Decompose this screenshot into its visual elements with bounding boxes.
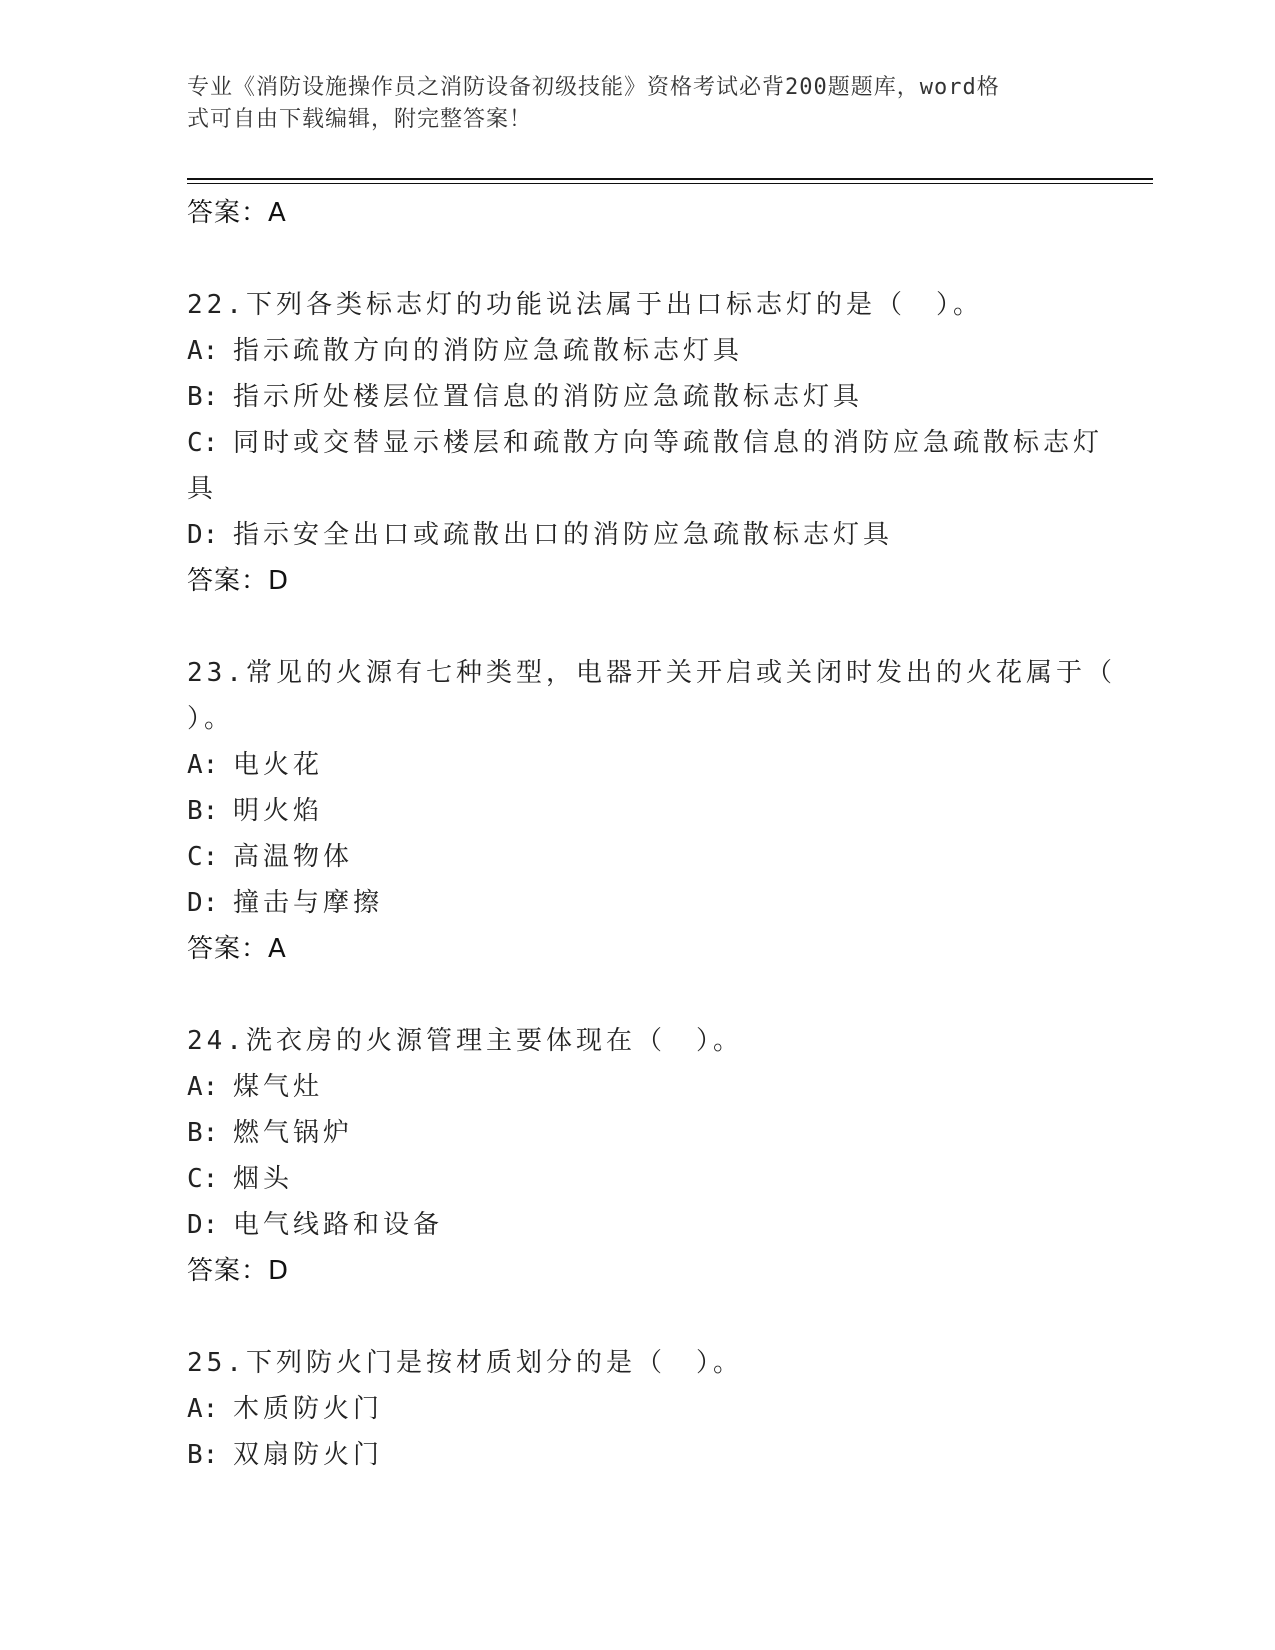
option-label: A: [187, 336, 219, 366]
question-stem-continued: ）。 [187, 704, 235, 734]
header-line-1: 专业《消防设施操作员之消防设备初级技能》资格考试必背200题题库，word格 [187, 75, 1000, 100]
answer: 答案：A [187, 934, 287, 964]
question-25 [187, 1340, 1087, 1478]
question-stem: 22.下列各类标志灯的功能说法属于出口标志灯的是（ ）。 [187, 290, 983, 320]
option-text: 电气线路和设备 [233, 1210, 444, 1240]
option-a [187, 1386, 1087, 1432]
option-d [187, 880, 1087, 926]
option-c-continued: 具 [187, 474, 218, 504]
option-c [187, 1156, 1087, 1202]
option-label: B: [187, 382, 219, 412]
option-label: D: [187, 520, 219, 550]
option-a [187, 1064, 1087, 1110]
option-text: 指示所处楼层位置信息的消防应急疏散标志灯具 [233, 382, 864, 412]
option-a [187, 328, 1087, 374]
option-b [187, 1110, 1087, 1156]
option-text: 同时或交替显示楼层和疏散方向等疏散信息的消防应急疏散标志灯 [233, 428, 1104, 458]
option-text: 高温物体 [233, 842, 354, 872]
option-d [187, 1202, 1087, 1248]
header-divider-thick [187, 178, 1153, 180]
option-text: 烟头 [233, 1164, 294, 1194]
option-label: B: [187, 796, 219, 826]
option-label: B: [187, 1440, 219, 1470]
option-b [187, 788, 1087, 834]
option-label: D: [187, 1210, 219, 1240]
option-d [187, 512, 1087, 558]
header-line-2: 式可自由下载编辑，附完整答案！ [187, 107, 533, 132]
option-label: C: [187, 428, 219, 458]
previous-answer: 答案：A [187, 198, 287, 228]
option-text: 木质防火门 [233, 1394, 384, 1424]
question-24 [187, 1018, 1087, 1294]
option-label: C: [187, 842, 219, 872]
option-text: 明火焰 [233, 796, 324, 826]
question-23 [187, 650, 1116, 972]
option-text: 撞击与摩擦 [233, 888, 384, 918]
option-text: 燃气锅炉 [233, 1118, 354, 1148]
document-header [187, 72, 1077, 136]
option-text: 指示安全出口或疏散出口的消防应急疏散标志灯具 [233, 520, 894, 550]
option-text: 指示疏散方向的消防应急疏散标志灯具 [233, 336, 744, 366]
option-a [187, 742, 1087, 788]
option-label: B: [187, 1118, 219, 1148]
question-22 [187, 282, 1104, 604]
option-text: 电火花 [233, 750, 324, 780]
option-label: D: [187, 888, 219, 918]
option-label: C: [187, 1164, 219, 1194]
question-stem: 25.下列防火门是按材质划分的是（ ）。 [187, 1348, 743, 1378]
question-stem: 23.常见的火源有七种类型，电器开关开启或关闭时发出的火花属于（ [187, 658, 1116, 688]
option-label: A: [187, 1394, 219, 1424]
header-divider-thin [187, 183, 1153, 184]
option-label: A: [187, 1072, 219, 1102]
option-text: 煤气灶 [233, 1072, 324, 1102]
answer: 答案：D [187, 566, 290, 596]
question-stem: 24.洗衣房的火源管理主要体现在（ ）。 [187, 1026, 743, 1056]
question-list [187, 190, 1116, 1478]
option-text: 双扇防火门 [233, 1440, 384, 1470]
option-c [187, 834, 1087, 880]
option-label: A: [187, 750, 219, 780]
option-b [187, 1432, 1087, 1478]
answer: 答案：D [187, 1256, 290, 1286]
option-c [187, 420, 1104, 466]
option-b [187, 374, 1087, 420]
